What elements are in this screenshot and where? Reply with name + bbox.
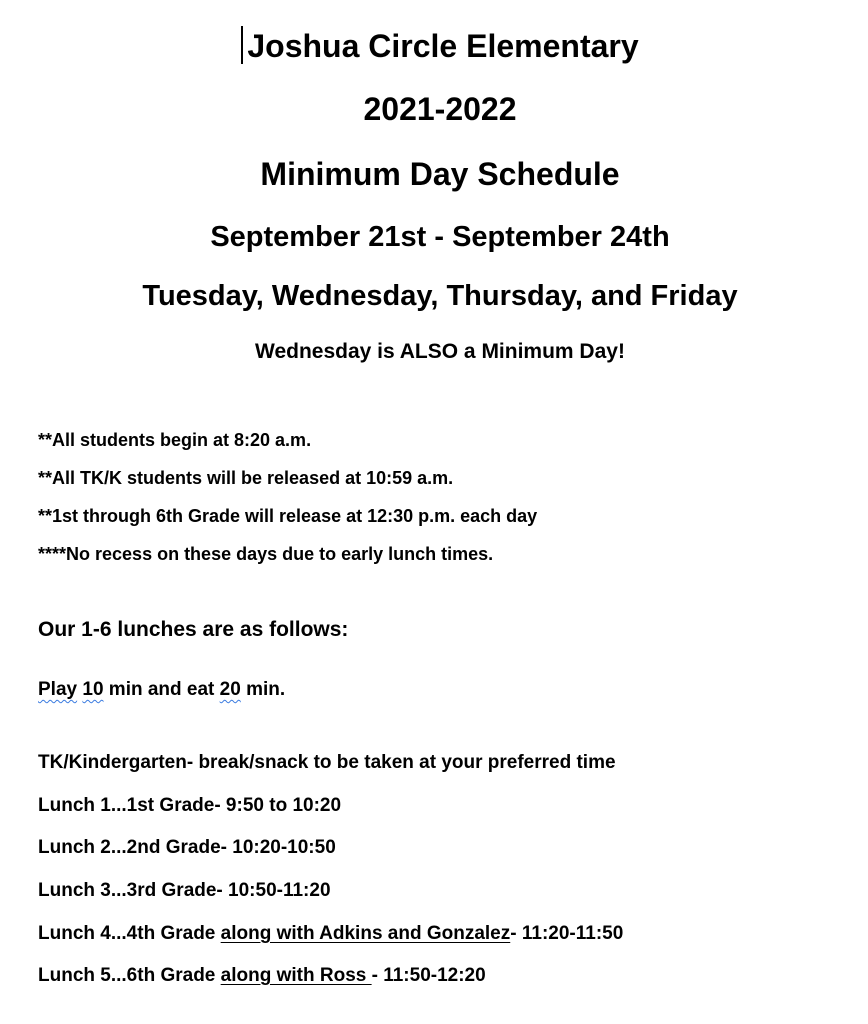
notice-grade-release: **1st through 6th Grade will release at 12:30 p.m. each day (38, 506, 538, 526)
date-range-heading: September 21st - September 24th (210, 221, 670, 253)
lunch-4-underlined: along with Adkins and Gonzalez (220, 923, 511, 944)
lunches-heading: Our 1-6 lunches are as follows: (38, 618, 349, 641)
lunch-4-time: - 11:20-11:50 (510, 923, 624, 944)
spellcheck-word-10: 10 (82, 679, 104, 700)
tk-kindergarten-line: TK/Kindergarten- break/snack to be taken at your preferred time (38, 752, 616, 773)
notice-start-time: **All students begin at 8:20 a.m. (38, 430, 312, 450)
schedule-title-heading: Minimum Day Schedule (260, 156, 620, 192)
play-text-2: min and eat (103, 679, 220, 700)
lunch-2-line: Lunch 2...2nd Grade- 10:20-10:50 (38, 837, 336, 858)
lunch-5-label: Lunch 5...6th Grade (38, 965, 221, 986)
lunch-5-line (38, 965, 486, 987)
days-heading: Tuesday, Wednesday, Thursday, and Friday (142, 280, 738, 312)
lunch-3-line: Lunch 3...3rd Grade- 10:50-11:20 (38, 880, 331, 901)
lunch-5-underlined: along with Ross (220, 965, 372, 986)
lunch-4-label: Lunch 4...4th Grade (38, 923, 221, 944)
text-cursor (241, 26, 243, 64)
play-text-3: min. (240, 679, 286, 700)
play-eat-line (38, 679, 285, 701)
school-name-text: Joshua Circle Elementary (247, 28, 639, 64)
notice-tk-release: **All TK/K students will be released at 10:59 a.m. (38, 468, 454, 488)
lunch-5-time: - 11:50-12:20 (371, 965, 486, 986)
school-name-heading (0, 26, 868, 65)
wednesday-note: Wednesday is ALSO a Minimum Day! (255, 340, 625, 363)
spellcheck-word-play: Play (38, 679, 78, 700)
lunch-4-line (38, 923, 623, 945)
spellcheck-word-20: 20 (219, 679, 241, 700)
lunch-1-line: Lunch 1...1st Grade- 9:50 to 10:20 (38, 795, 342, 816)
notice-no-recess: ****No recess on these days due to early lunch times. (38, 544, 494, 564)
school-year-heading: 2021-2022 (363, 91, 517, 127)
